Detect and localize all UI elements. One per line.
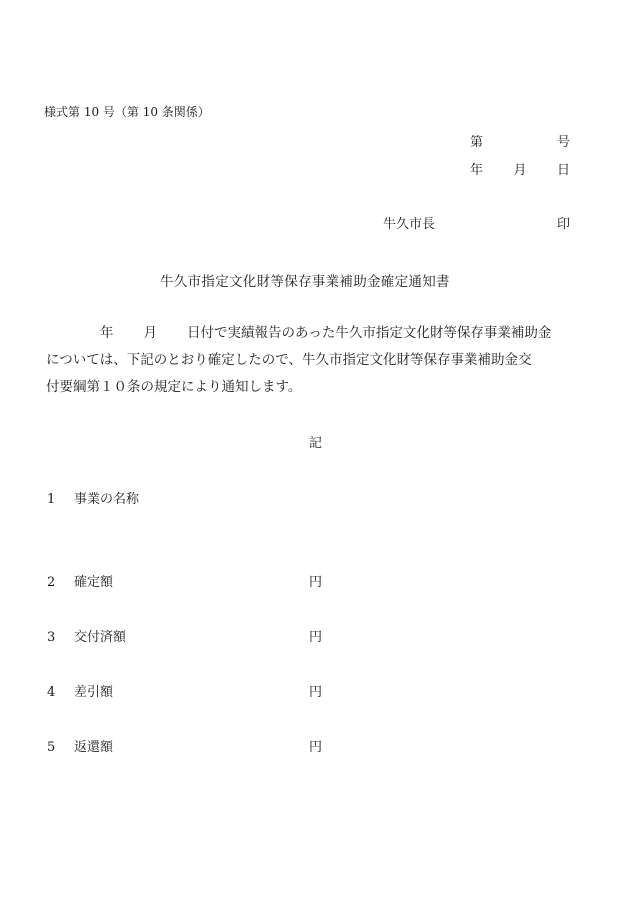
item-label: 差引額 [74,685,114,700]
form-number: 様式第 10 号（第 10 条関係） [44,105,210,119]
document-number-prefix: 第 [470,135,484,150]
issuer-name: 牛久市長 [383,217,436,232]
item-label: 返還額 [74,740,114,755]
item-refund-amount [47,736,113,755]
item-confirmed-amount [47,571,113,590]
item-label: 確定額 [74,575,114,590]
date-year: 年 [470,163,484,178]
item-number: 5 [47,740,56,755]
item-number: 4 [47,685,56,700]
date-day: 日 [556,163,570,178]
document-number-field [470,131,570,150]
item-difference-amount [47,681,113,700]
item-number: 3 [47,630,56,645]
body-line1-rest: 日付で実績報告のあった牛久市指定文化財等保存事業補助金 [187,325,552,341]
item-label: 交付済額 [74,630,127,645]
item-unit: 円 [309,685,323,700]
body-line-1 [46,320,586,347]
item-label: 事業の名称 [74,492,140,507]
item-unit: 円 [309,630,323,645]
body-year: 年 [100,325,114,341]
item-number: 1 [47,492,56,507]
notice-body [46,320,586,401]
item-project-name [47,488,139,507]
ki-heading: 記 [309,436,323,451]
date-month: 月 [513,163,527,178]
item-number: 2 [47,575,56,590]
document-number-suffix: 号 [556,135,570,150]
document-title: 牛久市指定文化財等保存事業補助金確定通知書 [160,274,450,290]
body-line-3: 付要綱第１０条の規定により通知します。 [46,379,302,395]
body-line-2: については、下記のとおり確定したので、牛久市指定文化財等保存事業補助金交 [46,352,532,368]
body-month: 月 [143,325,157,341]
seal-mark: 印 [557,217,571,232]
item-unit: 円 [309,740,323,755]
item-unit: 円 [309,575,323,590]
date-field [470,159,570,178]
item-paid-amount [47,626,126,645]
